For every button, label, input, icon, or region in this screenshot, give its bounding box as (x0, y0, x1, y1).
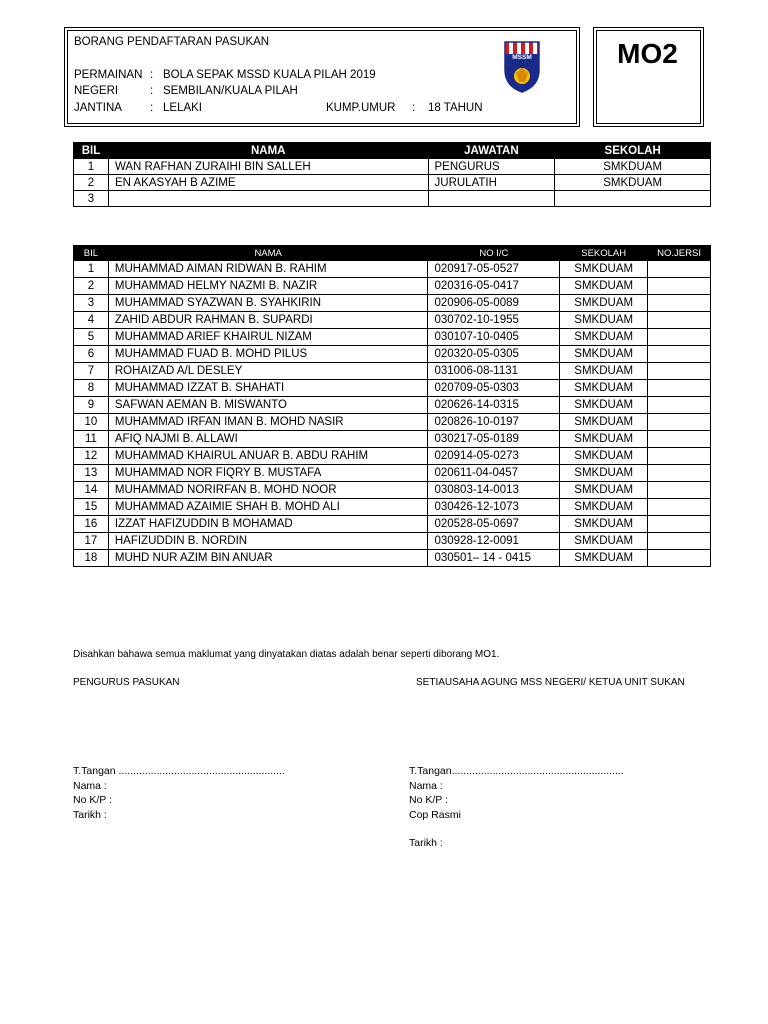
row-sekolah: SMKDUAM (560, 397, 648, 414)
col-bil: BIL (74, 246, 109, 261)
row-sekolah: SMKDUAM (555, 159, 711, 175)
left-nama: Nama : (73, 779, 107, 792)
negeri-value: SEMBILAN/KUALA PILAH (163, 85, 298, 97)
row-sekolah: SMKDUAM (560, 363, 648, 380)
row-ic: 020316-05-0417 (428, 278, 560, 295)
row-bil: 2 (74, 175, 109, 191)
negeri-label: NEGERI (74, 85, 119, 97)
permainan-value: BOLA SEPAK MSSD KUALA PILAH 2019 (163, 69, 376, 81)
row-bil: 11 (74, 431, 109, 448)
row-nama: MUHAMMAD IRFAN IMAN B. MOHD NASIR (108, 414, 428, 431)
row-nama: MUHAMMAD FUAD B. MOHD PILUS (108, 346, 428, 363)
row-sekolah: SMKDUAM (560, 380, 648, 397)
row-nama: MUHAMMAD HELMY NAZMI B. NAZIR (108, 278, 428, 295)
row-ic: 030702-10-1955 (428, 312, 560, 329)
row-nama: MUHD NUR AZIM BIN ANUAR (108, 550, 428, 567)
row-ic: 030107-10-0405 (428, 329, 560, 346)
player-row (74, 482, 711, 499)
row-ic: 030928-12-0091 (428, 533, 560, 550)
row-bil: 13 (74, 465, 109, 482)
player-row (74, 363, 711, 380)
left-nokp: No K/P : (73, 794, 112, 806)
row-ic: 030217-05-0189 (428, 431, 560, 448)
row-sekolah: SMKDUAM (560, 295, 648, 312)
colon: : (150, 102, 154, 114)
row-bil: 18 (74, 550, 109, 567)
row-nama: ZAHID ABDUR RAHMAN B. SUPARDI (108, 312, 428, 329)
row-sekolah: SMKDUAM (560, 431, 648, 448)
form-code: MO2 (617, 38, 678, 69)
col-jawatan: JAWATAN (428, 143, 555, 159)
player-row (74, 516, 711, 533)
row-ic: 020611-04-0457 (428, 465, 560, 482)
row-nama: MUHAMMAD AZAIMIE SHAH B. MOHD ALI (108, 499, 428, 516)
row-jersi (648, 278, 711, 295)
form-title: BORANG PENDAFTARAN PASUKAN (74, 36, 270, 48)
player-row (74, 380, 711, 397)
row-jersi (648, 482, 711, 499)
row-ic: 020709-05-0303 (428, 380, 560, 397)
row-jersi (648, 363, 711, 380)
row-sekolah: SMKDUAM (560, 448, 648, 465)
jantina-label: JANTINA (74, 102, 122, 114)
row-jersi (648, 397, 711, 414)
player-row (74, 431, 711, 448)
row-bil: 16 (74, 516, 109, 533)
row-jersi (648, 346, 711, 363)
row-ic: 031006-08-1131 (428, 363, 560, 380)
row-nama: MUHAMMAD NOR FIQRY B. MUSTAFA (108, 465, 428, 482)
colon: : (150, 69, 154, 81)
row-bil: 9 (74, 397, 109, 414)
row-bil: 4 (74, 312, 109, 329)
player-row (74, 499, 711, 516)
row-sekolah: SMKDUAM (560, 278, 648, 295)
row-jersi (648, 414, 711, 431)
row-sekolah: SMKDUAM (560, 414, 648, 431)
row-nama: MUHAMMAD AIMAN RIDWAN B. RAHIM (108, 261, 428, 278)
right-nama: Nama : (409, 779, 443, 792)
row-ic: 030803-14-0013 (428, 482, 560, 499)
declaration: Disahkan bahawa semua maklumat yang dinyatakan diatas adalah benar seperti diborang MO1. (73, 649, 500, 660)
row-jersi (648, 499, 711, 516)
row-nama: ROHAIZAD A/L DESLEY (108, 363, 428, 380)
row-nama: AFIQ NAJMI B. ALLAWI (108, 431, 428, 448)
row-bil: 3 (74, 191, 109, 207)
row-sekolah: SMKDUAM (560, 312, 648, 329)
row-bil: 1 (74, 159, 109, 175)
row-sekolah: SMKDUAM (560, 499, 648, 516)
jantina-value: LELAKI (163, 102, 202, 114)
row-sekolah: SMKDUAM (560, 516, 648, 533)
row-bil: 12 (74, 448, 109, 465)
colon: : (412, 102, 416, 114)
row-sekolah: SMKDUAM (560, 329, 648, 346)
row-nama (108, 191, 428, 207)
row-bil: 2 (74, 278, 109, 295)
row-bil: 10 (74, 414, 109, 431)
player-row (74, 448, 711, 465)
row-jersi (648, 312, 711, 329)
row-ic: 030426-12-1073 (428, 499, 560, 516)
row-jersi (648, 465, 711, 482)
row-bil: 7 (74, 363, 109, 380)
row-nama: MUHAMMAD NORIRFAN B. MOHD NOOR (108, 482, 428, 499)
right-cop: Cop Rasmi (409, 808, 461, 821)
col-bil: BIL (74, 143, 109, 159)
row-jersi (648, 431, 711, 448)
right-signature-block (409, 764, 624, 851)
official-row (74, 159, 711, 175)
row-bil: 17 (74, 533, 109, 550)
row-sekolah: SMKDUAM (560, 533, 648, 550)
col-jersi: NO.JERSI (648, 246, 711, 261)
logo-text: MSSM (512, 54, 532, 61)
row-sekolah: SMKDUAM (560, 550, 648, 567)
row-ic: 020906-05-0089 (428, 295, 560, 312)
player-row (74, 329, 711, 346)
row-nama: EN AKASYAH B AZIME (108, 175, 428, 191)
row-nama: SAFWAN AEMAN B. MISWANTO (108, 397, 428, 414)
row-ic: 020626-14-0315 (428, 397, 560, 414)
row-nama: MUHAMMAD KHAIRUL ANUAR B. ABDU RAHIM (108, 448, 428, 465)
row-jersi (648, 448, 711, 465)
player-row (74, 550, 711, 567)
col-nama: NAMA (108, 246, 428, 261)
row-nama: IZZAT HAFIZUDDIN B MOHAMAD (108, 516, 428, 533)
row-nama: MUHAMMAD IZZAT B. SHAHATI (108, 380, 428, 397)
player-row (74, 312, 711, 329)
left-signature-block (73, 764, 285, 822)
row-bil: 1 (74, 261, 109, 278)
officials-table (73, 142, 711, 207)
players-table (73, 245, 711, 567)
row-jersi (648, 380, 711, 397)
right-nokp: No K/P : (409, 794, 448, 806)
player-row (74, 295, 711, 312)
row-sekolah: SMKDUAM (555, 175, 711, 191)
player-row (74, 465, 711, 482)
col-nama: NAMA (108, 143, 428, 159)
row-jersi (648, 533, 711, 550)
row-nama: HAFIZUDDIN B. NORDIN (108, 533, 428, 550)
row-jersi (648, 329, 711, 346)
row-ic: 020826-10-0197 (428, 414, 560, 431)
col-ic: NO I/C (428, 246, 560, 261)
right-signature-line: T.Tangan........................................................... (409, 765, 624, 777)
players-header-row (74, 246, 711, 261)
row-sekolah: SMKDUAM (560, 261, 648, 278)
row-ic: 030501– 14 - 0415 (428, 550, 560, 567)
officials-header-row (74, 143, 711, 159)
left-tarikh: Tarikh : (73, 808, 107, 821)
colon: : (150, 85, 154, 97)
row-jersi (648, 550, 711, 567)
player-row (74, 533, 711, 550)
right-tarikh: Tarikh : (409, 837, 443, 849)
row-nama: WAN RAFHAN ZURAIHI BIN SALLEH (108, 159, 428, 175)
row-bil: 15 (74, 499, 109, 516)
row-sekolah: SMKDUAM (560, 465, 648, 482)
row-ic: 020528-05-0697 (428, 516, 560, 533)
row-bil: 5 (74, 329, 109, 346)
row-bil: 8 (74, 380, 109, 397)
row-sekolah: SMKDUAM (560, 346, 648, 363)
row-jawatan: PENGURUS (428, 159, 555, 175)
row-sekolah (555, 191, 711, 207)
col-sekolah: SEKOLAH (555, 143, 711, 159)
kump-umur-label: KUMP.UMUR (326, 102, 396, 114)
player-row (74, 414, 711, 431)
permainan-label: PERMAINAN (74, 69, 143, 81)
row-ic: 020914-05-0273 (428, 448, 560, 465)
row-bil: 3 (74, 295, 109, 312)
row-nama: MUHAMMAD ARIEF KHAIRUL NIZAM (108, 329, 428, 346)
col-sekolah: SEKOLAH (560, 246, 648, 261)
row-bil: 6 (74, 346, 109, 363)
row-jawatan (428, 191, 555, 207)
row-nama: MUHAMMAD SYAZWAN B. SYAHKIRIN (108, 295, 428, 312)
row-jersi (648, 295, 711, 312)
row-jersi (648, 261, 711, 278)
player-row (74, 261, 711, 278)
row-jawatan: JURULATIH (428, 175, 555, 191)
row-sekolah: SMKDUAM (560, 482, 648, 499)
mssm-logo (503, 40, 541, 94)
row-jersi (648, 516, 711, 533)
official-row (74, 191, 711, 207)
row-ic: 020320-05-0305 (428, 346, 560, 363)
kump-umur-value: 18 TAHUN (428, 102, 483, 114)
row-bil: 14 (74, 482, 109, 499)
right-role: SETIAUSAHA AGUNG MSS NEGERI/ KETUA UNIT SUKAN (416, 677, 685, 688)
player-row (74, 346, 711, 363)
player-row (74, 397, 711, 414)
left-signature-line: T.Tangan ......................................................... (73, 765, 285, 777)
official-row (74, 175, 711, 191)
row-ic: 020917-05-0527 (428, 261, 560, 278)
left-role: PENGURUS PASUKAN (73, 677, 180, 688)
player-row (74, 278, 711, 295)
